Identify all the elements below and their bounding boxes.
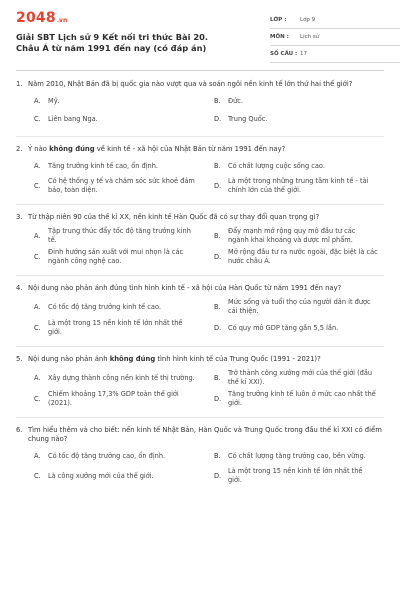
option-text: Là một trong những trung tâm kinh tế - tài chính lớn của thế giới.: [228, 177, 369, 194]
question-text-part: Từ thập niên 90 của thế kỉ XX, nền kinh tế Hàn Quốc đã có sự thay đổi quan trọng gì?: [28, 213, 320, 221]
question-number: 5.: [16, 355, 23, 363]
answer-option[interactable]: [34, 227, 206, 245]
answer-option[interactable]: [34, 390, 206, 408]
document-header: [16, 0, 384, 66]
option-letter: A.: [34, 452, 41, 460]
option-text: Có tốc độ tăng trưởng kinh tế cao.: [48, 302, 161, 311]
answer-option[interactable]: [34, 177, 206, 195]
answer-option[interactable]: [214, 112, 386, 127]
option-text: Liên bang Nga.: [48, 115, 98, 123]
question-number: 1.: [16, 80, 23, 88]
option-letter: C.: [34, 394, 41, 403]
option-text: Mở rộng đầu tư ra nước ngoài, đặc biệt là các nước châu Á.: [228, 248, 378, 265]
option-letter: C.: [34, 323, 41, 332]
option-letter: A.: [34, 97, 41, 105]
answer-option[interactable]: [214, 94, 386, 109]
option-letter: D.: [214, 323, 222, 332]
answer-option[interactable]: [214, 449, 386, 464]
option-text: Chiếm khoảng 17,3% GDP toàn thế giới (2021).: [48, 390, 179, 407]
option-letter: A.: [34, 373, 41, 382]
option-letter: C.: [34, 181, 41, 190]
question-line: [16, 284, 384, 293]
answer-options: [16, 159, 384, 198]
answer-options: [16, 369, 384, 411]
question-line: [16, 80, 384, 89]
option-letter: A.: [34, 231, 41, 240]
option-letter: B.: [214, 452, 221, 460]
option-text: Là công xưởng mới của thế giới.: [48, 471, 154, 480]
question-separator: [16, 204, 384, 205]
answer-option[interactable]: [34, 467, 206, 485]
meta-value: Lịch sử: [300, 34, 320, 40]
question-number: 3.: [16, 213, 23, 221]
option-text: Có chất lượng tăng trưởng cao, bền vững.: [228, 452, 366, 460]
question-item: [16, 426, 384, 488]
answer-option[interactable]: [34, 319, 206, 337]
answer-option[interactable]: [214, 319, 386, 337]
answer-option[interactable]: [214, 298, 386, 316]
question-item: [16, 213, 384, 269]
meta-label: SỐ CÂU :: [270, 51, 298, 57]
option-text: Xây dựng thành công nền kinh tế thị trường.: [48, 373, 195, 382]
option-letter: B.: [214, 97, 221, 105]
meta-value: 17: [300, 51, 307, 57]
option-letter: A.: [34, 162, 41, 170]
option-text: Mỹ.: [48, 97, 60, 105]
answer-options: [16, 298, 384, 340]
answer-option[interactable]: [34, 298, 206, 316]
question-line: [16, 355, 384, 364]
question-emphasis: không đúng: [49, 145, 95, 153]
option-text: Mức sống và tuổi thọ của người dân ít được cải thiện.: [228, 298, 371, 315]
option-letter: A.: [34, 302, 41, 311]
option-text: Đức.: [228, 97, 244, 105]
option-letter: D.: [214, 394, 222, 403]
question-text-part: Năm 2010, Nhật Bản đã bị quốc gia nào vượt qua và soán ngôi nền kinh tế lớn thứ hai thế giới?: [28, 80, 353, 88]
answer-option[interactable]: [34, 159, 206, 174]
question-item: [16, 145, 384, 198]
option-text: Có chất lượng cuộc sống cao.: [228, 162, 325, 170]
answer-options: [16, 449, 384, 488]
option-text: Trung Quốc.: [228, 115, 268, 123]
option-letter: B.: [214, 231, 221, 240]
option-letter: D.: [214, 181, 222, 190]
header-divider: [16, 70, 384, 71]
answer-option[interactable]: [34, 94, 206, 109]
question-text-part: Nội dung nào phản ánh đúng tình hình kinh tế - xã hội của Hàn Quốc từ năm 1991 đến nay?: [28, 284, 342, 292]
meta-row-subject: [270, 29, 400, 46]
option-text: Tăng trưởng kinh tế cao, ổn định.: [48, 162, 159, 170]
option-letter: D.: [214, 252, 222, 261]
answer-options: [16, 227, 384, 269]
meta-row-count: [270, 46, 400, 63]
question-line: [16, 145, 384, 154]
question-separator: [16, 136, 384, 137]
question-text-part: tình hình kinh tế của Trung Quốc (1991 - 2021)?: [155, 355, 321, 363]
logo-text: 2048: [16, 10, 56, 26]
option-text: Tăng trưởng kinh tế luôn ở mức cao nhất thế giới.: [228, 390, 376, 407]
question-number: 2.: [16, 145, 23, 153]
document-title: Giải SBT Lịch sử 9 Kết nối tri thức Bài 20. Châu Á từ năm 1991 đến nay (có đáp án): [16, 32, 209, 53]
answer-option[interactable]: [214, 227, 386, 245]
question-number: 6.: [16, 426, 23, 434]
option-text: Đinh hướng sản xuất với mui nhọn là các ngành công nghệ cao.: [48, 248, 184, 265]
question-separator: [16, 346, 384, 347]
meta-value: Lớp 9: [300, 17, 316, 23]
question-text: [28, 426, 384, 444]
option-text: Có quy mô GDP tăng gần 5,5 lần.: [228, 323, 339, 332]
question-text-part: về kinh tế - xã hội của Nhật Bản từ năm 1991 đến nay?: [94, 145, 286, 153]
question-text: [28, 145, 285, 154]
option-letter: B.: [214, 302, 221, 311]
question-emphasis: không đúng: [109, 355, 156, 363]
option-text: Là một trong 15 nền kinh tế lớn nhất thế giới.: [48, 319, 183, 336]
answer-option[interactable]: [214, 467, 386, 485]
option-text: Trở thành công xưởng mới của thế giới (đầu thế kỉ XXI).: [228, 369, 373, 386]
answer-option[interactable]: [214, 159, 386, 174]
answer-option[interactable]: [214, 390, 386, 408]
option-letter: D.: [214, 471, 222, 480]
answer-option[interactable]: [214, 248, 386, 266]
question-text: [28, 80, 352, 89]
option-text: Có hệ thống y tế và chăm sóc sức khoẻ đảm bảo, toàn diện.: [48, 177, 195, 194]
option-text: Đẩy mạnh mở rộng quy mô đầu tư các ngành khai khoáng và dược mĩ phẩm.: [228, 227, 356, 244]
logo-domain: .vn: [56, 17, 68, 24]
question-text: [28, 355, 321, 364]
option-letter: C.: [34, 252, 41, 261]
answer-option[interactable]: [34, 369, 206, 387]
question-item: [16, 284, 384, 340]
option-text: Có tốc độ tăng trưởng cao, ổn định.: [48, 452, 166, 460]
meta-row-class: [270, 12, 400, 29]
answer-option[interactable]: [34, 112, 206, 127]
option-text: Tập trung thúc đẩy tốc độ tăng trưởng kinh tế.: [48, 227, 191, 244]
option-text: Là một trong 15 nền kinh tế lớn nhất thế giới.: [228, 467, 363, 484]
question-list: [16, 80, 384, 488]
question-line: [16, 426, 384, 444]
answer-options: [16, 94, 384, 130]
question-line: [16, 213, 384, 222]
answer-option[interactable]: [214, 369, 386, 387]
question-separator: [16, 275, 384, 276]
option-letter: B.: [214, 373, 221, 382]
question-item: [16, 80, 384, 130]
meta-label: LỚP :: [270, 17, 287, 23]
question-text: [28, 213, 319, 222]
option-letter: C.: [34, 471, 41, 480]
question-text: [28, 284, 341, 293]
answer-option[interactable]: [34, 248, 206, 266]
meta-info: [270, 12, 400, 63]
question-separator: [16, 417, 384, 418]
question-text-part: Tìm hiểu thêm và cho biết: nền kinh tế Nhật Bản, Hàn Quốc và Trung Quốc trong đầu thế kỉ XXI có điểm chung nào?: [28, 426, 382, 443]
option-letter: C.: [34, 115, 41, 123]
question-number: 4.: [16, 284, 23, 292]
answer-option[interactable]: [34, 449, 206, 464]
question-item: [16, 355, 384, 411]
question-text-part: Nội dung nào phản ánh: [28, 355, 110, 363]
option-letter: B.: [214, 162, 221, 170]
meta-label: MÔN :: [270, 34, 289, 40]
question-text-part: Ý nào: [28, 145, 50, 153]
option-letter: D.: [214, 115, 222, 123]
answer-option[interactable]: [214, 177, 386, 195]
